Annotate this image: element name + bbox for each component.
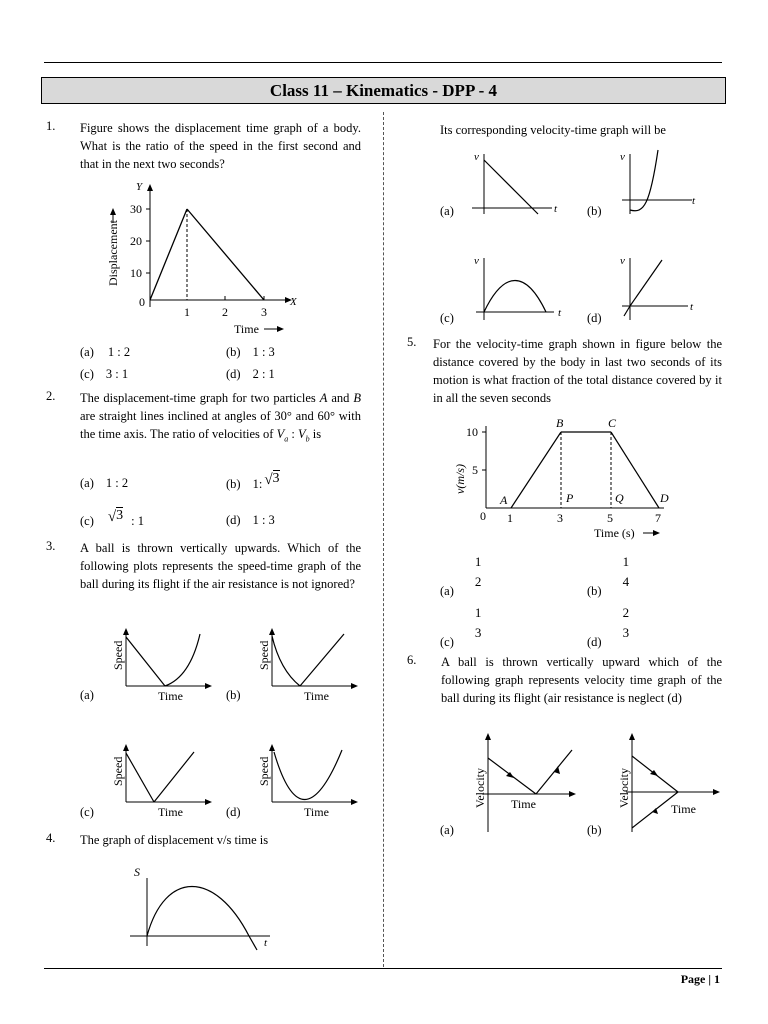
q2-number: 2. [46,389,56,403]
q4-number: 4. [46,831,56,845]
q5-option-b[interactable]: (b) 1 4 [587,554,630,598]
q5-x-tick: 7 [655,511,661,525]
q5-x-tick: 3 [557,511,563,525]
q4-graph [125,860,285,955]
q4-option-a-graph [466,144,566,220]
q2-option-d[interactable]: (d) 1 : 3 [226,513,275,527]
q1-text: Figure shows the displacement time graph of a body. What is the ratio of the speed in the first second and that in the next two seconds? [80,121,361,171]
q1-graph [100,178,310,338]
q3-text: A ball is thrown vertically upwards. Which of the following plots represents the speed-time graph of the ball during its flight if the air resistance is not ignored? [80,541,361,591]
q5-point-q: Q [615,491,624,505]
v-label: v [474,255,479,267]
q6-ylabel: Velocity [473,768,487,808]
q3-option-b[interactable]: (b) [226,688,241,702]
q3-ylabel: Speed [111,640,125,670]
q3-ylabel: Speed [257,756,271,786]
q4-option-b-graph [612,144,712,220]
q6-option-b[interactable]: (b) [587,823,602,837]
q3-xlabel: Time [304,805,329,819]
q4-xlabel: t [264,937,268,949]
q1-y-tick: 30 [130,202,142,216]
q2-option-b[interactable]: (b) 1: √3 [226,471,280,491]
q5-xlabel: Time (s) [594,526,635,540]
q3-graph-c [110,738,220,820]
q5-number: 5. [407,335,417,349]
q3-graph-a [110,622,220,702]
t-label: t [554,203,558,215]
q3-option-c[interactable]: (c) [80,805,94,819]
q4-option-a[interactable]: (a) [440,204,454,218]
column-divider [383,112,384,967]
q3-number: 3. [46,539,56,553]
q4-option-d[interactable]: (d) [587,311,602,325]
q5-point-c: C [608,416,617,430]
q5-point-d: D [660,491,669,505]
q1-option-a[interactable]: (a) 1 : 2 [80,345,131,359]
q4-text: The graph of displacement v/s time is [80,833,269,847]
q5-option-c-fraction: 1 3 [474,605,482,640]
q1-option-d[interactable]: (d) 2 : 1 [226,367,275,381]
q5-option-d[interactable]: (d) 2 3 [587,605,630,649]
q4-option-c[interactable]: (c) [440,311,454,325]
q4-option-d-graph [612,250,712,326]
q3-graph-d [256,738,366,820]
v-label: v [620,151,625,163]
q1-ylabel: Displacement [106,220,120,286]
q6-text: A ball is thrown vertically upward which of the following graph represents velocity time graph of the ball during its flight (air resistance is neglect (d) [441,655,722,705]
v-label: v [620,255,625,267]
q3-xlabel: Time [158,805,183,819]
t-label: t [690,301,694,313]
q1-y-axis-label: Y [136,181,143,193]
q2-text: The displacement-time graph for two particles A and B are straight lines inclined at angles of 30° and 60° with the time axis. The ratio of velocities of $V_a$ : $V_b$ is [80,391,362,444]
q5-x-tick: 1 [507,511,513,525]
q3-graph-b [256,622,366,702]
q3-option-a[interactable]: (a) [80,688,94,702]
q5-origin: 0 [480,509,486,523]
page-title: Class 11 – Kinematics - DPP - 4 [41,77,726,104]
q6-option-a[interactable]: (a) [440,823,454,837]
q2-option-a[interactable]: (a) 1 : 2 [80,476,129,490]
q3-option-d[interactable]: (d) [226,805,241,819]
q5-option-a[interactable]: (a) 1 2 [440,554,482,598]
q1-x-tick: 1 [184,305,190,319]
q1-origin: 0 [139,295,145,309]
q5-option-b-fraction: 1 4 [622,554,630,589]
q3-ylabel: Speed [111,756,125,786]
q6-graph-b [612,728,732,838]
q6-graph-a [468,728,588,838]
q6-xlabel: Time [671,802,696,816]
q5-y-tick: 10 [466,425,478,439]
q1-x-tick: 2 [222,305,228,319]
q5-option-c[interactable]: (c) 1 3 [440,605,482,649]
q1-option-c[interactable]: (c) 3 : 1 [80,367,129,381]
header-rule [44,62,722,63]
q5-point-p: P [566,491,574,505]
q3-xlabel: Time [304,689,329,702]
q3-ylabel: Speed [257,640,271,670]
v-label: v [474,151,479,163]
q5-ylabel: v(m/s) [453,464,467,494]
q4-ylabel: S [134,865,140,879]
t-label: t [692,195,696,207]
q1-number: 1. [46,119,56,133]
q5-option-a-fraction: 1 2 [474,554,482,589]
q5-option-d-fraction: 2 3 [622,605,630,640]
q1-xlabel: Time [234,322,259,336]
q2-option-c[interactable]: (c) √3 : 1 [80,508,144,528]
t-label: t [558,307,562,319]
footer-rule [44,968,722,969]
q5-point-b: B [556,416,564,430]
q3-xlabel: Time [158,689,183,702]
q1-x-tick: 3 [261,305,267,319]
sqrt-symbol: √ [107,509,117,525]
q1-y-tick: 20 [130,234,142,248]
q5-text: For the velocity-time graph shown in figure below the distance covered by the body in last two seconds of its motion is what fraction of the total distance covered by it in all the seven seconds [433,337,722,405]
q5-graph [450,412,680,542]
sqrt-symbol: √ [264,472,273,488]
q6-number: 6. [407,653,417,667]
q6-xlabel: Time [511,797,536,811]
q5-y-tick: 5 [472,463,478,477]
q4-continuation: Its corresponding velocity-time graph will be [440,123,666,137]
q1-x-axis-label: X [290,296,297,308]
q4-option-b[interactable]: (b) [587,204,602,218]
q6-ylabel: Velocity [617,768,631,808]
q1-y-tick: 10 [130,266,142,280]
q1-option-b[interactable]: (b) 1 : 3 [226,345,275,359]
q5-point-a: A [500,493,508,507]
q4-option-c-graph [466,250,566,326]
q5-x-tick: 5 [607,511,613,525]
page-number: Page | 1 [680,972,720,986]
